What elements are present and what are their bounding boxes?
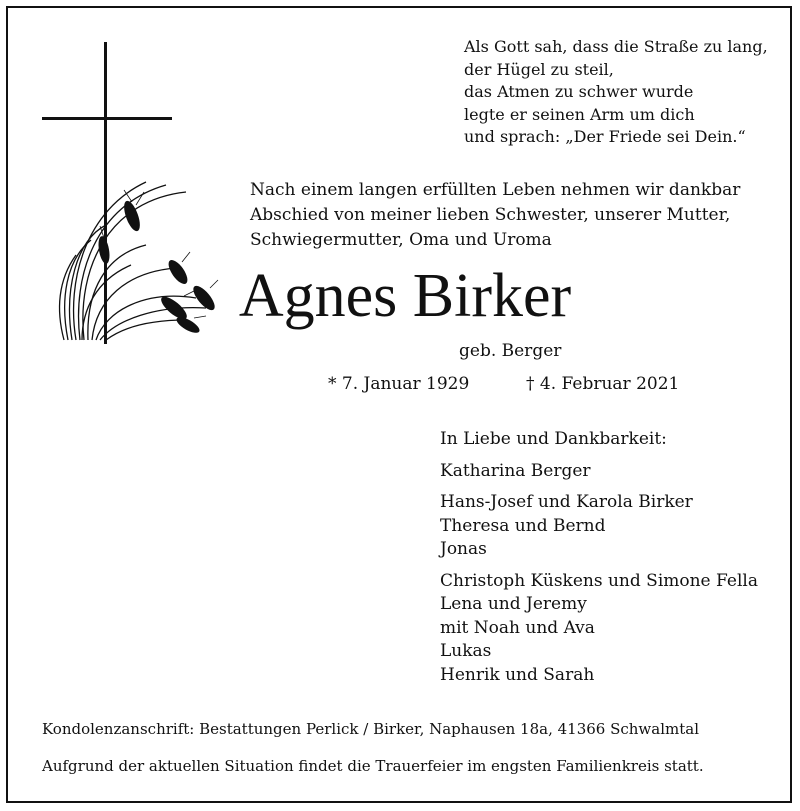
intro-line: Nach einem langen erfüllten Leben nehmen wir dankbar [250,180,741,200]
maiden-name: geb. Berger [459,341,562,361]
cross-horizontal-beam [42,117,172,120]
poem-line: und sprach: „Der Friede sei Dein.“ [464,127,746,146]
poem-line: der Hügel zu steil, [464,59,614,79]
birth-date: * 7. Januar 1929 [328,374,470,394]
mourner-name: Hans-Josef und Karola Birker [440,492,693,512]
mourner-name: Lukas [440,641,492,661]
mourner-name: Henrik und Sarah [440,664,595,685]
mourner-name: Jonas [440,539,487,559]
mourner-name: mit Noah und Ava [440,617,595,638]
deceased-name: Agnes Birker [238,262,572,330]
mourner-group [440,491,758,562]
intro-line: Abschied von meiner lieben Schwester, unserer Mutter, [250,205,731,225]
mourners-heading: In Liebe und Dankbarkeit: [440,429,667,449]
intro-line: Schwiegermutter, Oma und Uroma [250,230,552,250]
mourner-group [440,570,758,688]
mourner-group [440,460,758,484]
mourner-name: Lena und Jeremy [440,594,587,614]
poem [464,36,768,149]
poem-line: legte er seinen Arm um dich [464,104,695,124]
intro-text [250,178,740,253]
poem-line: das Atmen zu schwer wurde [464,82,694,101]
poem-line: Als Gott sah, dass die Straße zu lang, [464,37,768,56]
mourner-name: Christoph Küskens und Simone Fella [440,570,758,591]
funeral-notice: Aufgrund der aktuellen Situation findet die Trauerfeier im engsten Familienkreis statt. [42,757,704,775]
mourners-list [440,428,758,695]
condolence-address: Kondolenzanschrift: Bestattungen Perlick / Birker, Naphausen 18a, 41366 Schwalmtal [42,720,700,738]
death-date: † 4. Februar 2021 [526,374,680,394]
mourner-name: Theresa und Bernd [440,515,606,536]
mourner-name: Katharina Berger [440,460,591,481]
